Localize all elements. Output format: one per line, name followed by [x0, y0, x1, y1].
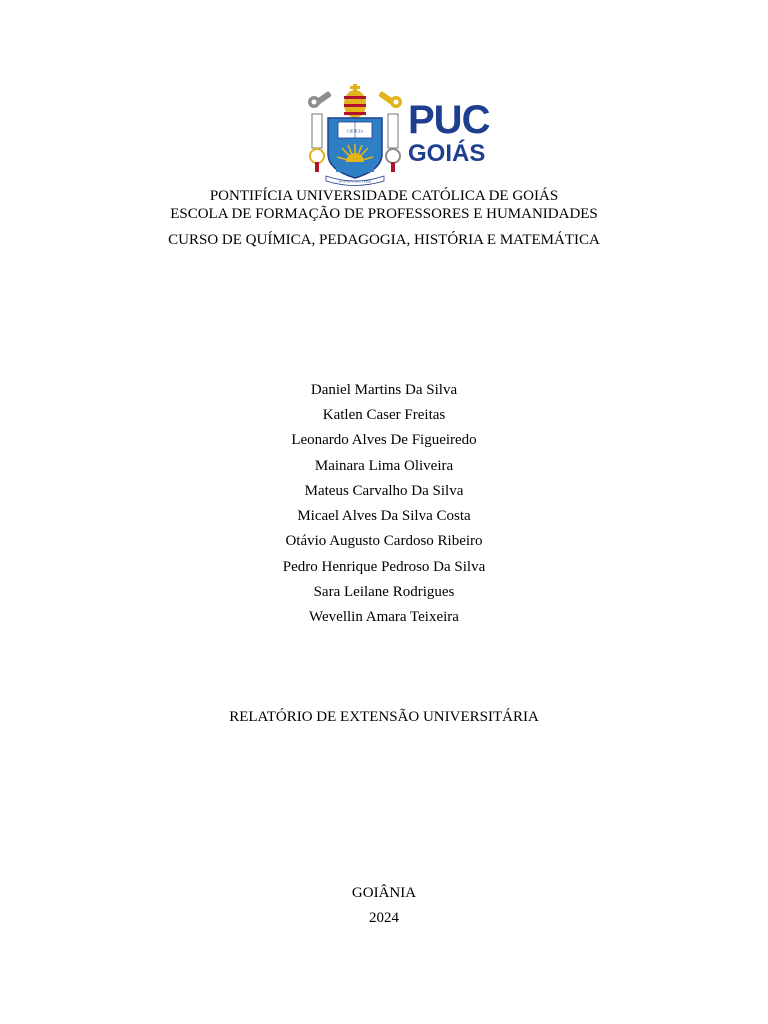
- author-name: Katlen Caser Freitas: [322, 407, 446, 423]
- author-name: Mateus Carvalho Da Silva: [304, 483, 464, 499]
- course-name: CURSO DE QUÍMICA, PEDAGOGIA, HISTÓRIA E MATEMÁTICA: [168, 232, 600, 248]
- svg-text:IN SCIENTIA ET FIDE: IN SCIENTIA ET FIDE: [338, 179, 372, 184]
- year: 2024: [369, 910, 399, 926]
- university-name: PONTIFÍCIA UNIVERSIDADE CATÓLICA DE GOIÁS: [209, 188, 559, 204]
- svg-text:CIENCIA: CIENCIA: [346, 128, 364, 134]
- city: GOIÂNIA: [351, 885, 417, 901]
- report-title: RELATÓRIO DE EXTENSÃO UNIVERSITÁRIA: [229, 709, 539, 725]
- wordmark-puc: PUC: [408, 98, 490, 142]
- author-name: Sara Leilane Rodrigues: [313, 584, 455, 600]
- author-name: Otávio Augusto Cardoso Ribeiro: [285, 533, 483, 549]
- puc-goias-logo: [304, 84, 496, 188]
- author-name: Micael Alves Da Silva Costa: [297, 508, 471, 524]
- author-name: Wevellin Amara Teixeira: [309, 609, 459, 625]
- author-name: Leonardo Alves De Figueiredo: [291, 432, 477, 448]
- tiara-icon: [344, 84, 366, 118]
- puc-goias-wordmark: [408, 100, 498, 166]
- key-left-icon: [308, 91, 332, 108]
- author-name: Daniel Martins Da Silva: [310, 382, 458, 398]
- key-right-icon: [378, 91, 402, 108]
- university-crest-icon: [304, 84, 406, 188]
- school-name: ESCOLA DE FORMAÇÃO DE PROFESSORES E HUMANIDADES: [170, 206, 598, 222]
- author-name: Pedro Henrique Pedroso Da Silva: [282, 559, 486, 575]
- wordmark-goias: GOIÁS: [408, 140, 486, 167]
- author-name: Mainara Lima Oliveira: [314, 458, 454, 474]
